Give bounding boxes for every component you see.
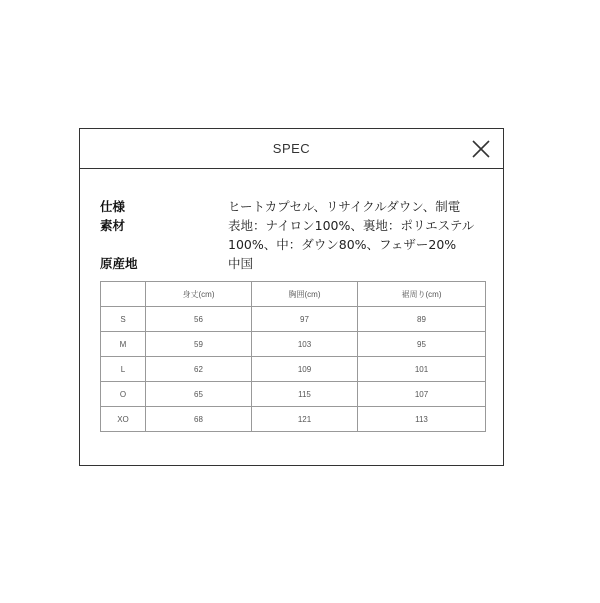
spec-row-material	[100, 216, 480, 254]
table-cell: 89	[358, 307, 486, 332]
table-cell: 68	[146, 407, 252, 432]
table-cell: 113	[358, 407, 486, 432]
table-header-cell: 裾周り(cm)	[358, 282, 486, 307]
table-row	[101, 407, 486, 432]
spec-row-specification	[100, 197, 480, 216]
table-row	[101, 307, 486, 332]
table-header-row	[101, 282, 486, 307]
spec-row-origin	[100, 254, 480, 273]
table-cell: 95	[358, 332, 486, 357]
size-table	[100, 281, 486, 432]
table-row	[101, 357, 486, 382]
table-row	[101, 382, 486, 407]
spec-value: 表地：ナイロン100%、裏地：ポリエステル100%、中：ダウン80%、フェザー20%	[228, 218, 475, 252]
table-row	[101, 332, 486, 357]
table-cell: 59	[146, 332, 252, 357]
table-header-cell	[101, 282, 146, 307]
table-cell: 56	[146, 307, 252, 332]
spec-value: 中国	[228, 256, 254, 271]
spec-modal	[79, 128, 504, 466]
table-cell: 121	[252, 407, 358, 432]
spec-key: 仕様	[100, 199, 126, 214]
close-button[interactable]	[471, 139, 491, 159]
modal-title: SPEC	[272, 141, 311, 156]
spec-value: ヒートカプセル、リサイクルダウン、制電	[228, 199, 461, 214]
table-header-cell: 身丈(cm)	[146, 282, 252, 307]
spec-list	[100, 197, 480, 273]
size-label-cell: M	[101, 332, 146, 357]
table-cell: 109	[252, 357, 358, 382]
table-header-cell: 胸囲(cm)	[252, 282, 358, 307]
table-cell: 97	[252, 307, 358, 332]
table-cell: 115	[252, 382, 358, 407]
size-label-cell: L	[101, 357, 146, 382]
size-label-cell: XO	[101, 407, 146, 432]
spec-key: 素材	[100, 218, 126, 233]
table-cell: 101	[358, 357, 486, 382]
size-label-cell: O	[101, 382, 146, 407]
modal-header	[80, 129, 503, 169]
table-cell: 107	[358, 382, 486, 407]
close-x-icon	[471, 139, 491, 159]
table-cell: 65	[146, 382, 252, 407]
table-cell: 62	[146, 357, 252, 382]
table-cell: 103	[252, 332, 358, 357]
size-label-cell: S	[101, 307, 146, 332]
spec-key: 原産地	[100, 256, 138, 271]
